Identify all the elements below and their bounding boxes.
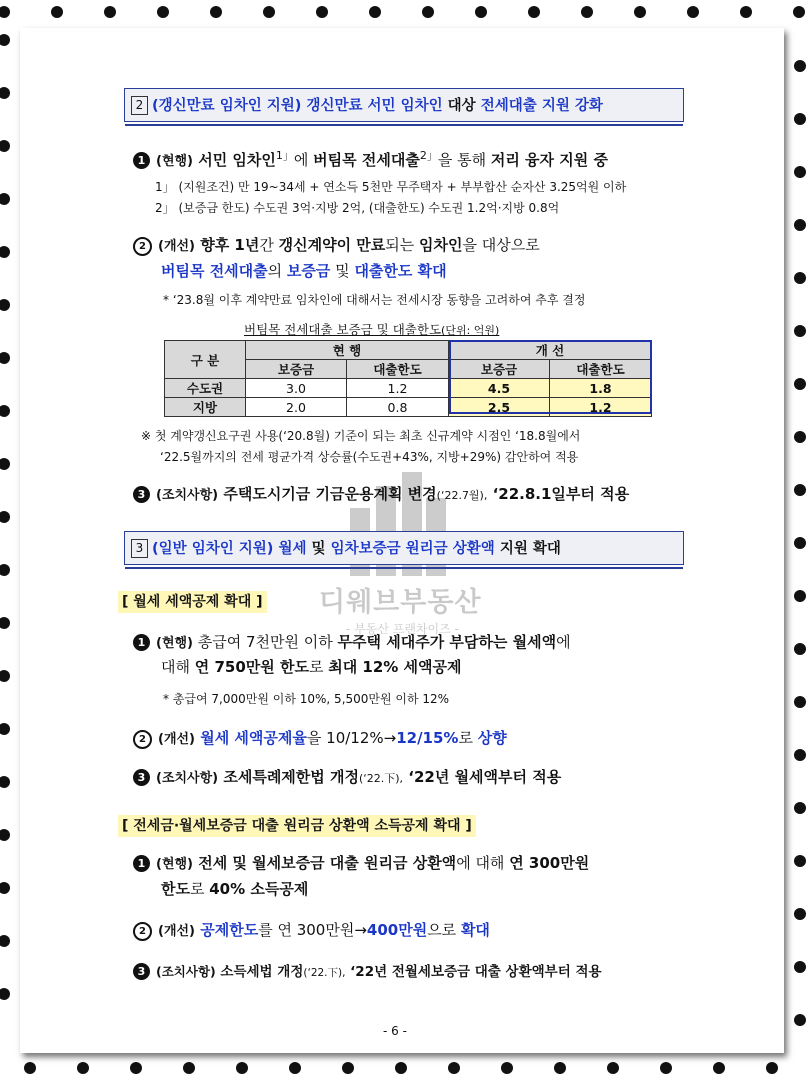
cell: 4.5 [449, 379, 550, 398]
text: 에 대해 [456, 854, 510, 872]
row-name: 지방 [165, 398, 246, 417]
section-2-title-a: (갱신만료 임차인 지원) 갱신만료 서민 임차인 [152, 98, 443, 114]
rent-current-line2 [161, 656, 462, 677]
border-dot [794, 378, 806, 390]
bullet-number: 2 [133, 237, 152, 256]
border-dot [263, 6, 275, 18]
text: 에 [556, 633, 571, 651]
text: 임차인 [419, 236, 463, 254]
text: 로 [458, 729, 478, 747]
border-dot [607, 1062, 619, 1074]
text: ‘22년 월세액부터 적용 [403, 768, 562, 786]
border-dot [289, 1062, 301, 1074]
border-dot [183, 1062, 195, 1074]
watermark-subtext: - 부동산 프랜차이즈 - [346, 622, 459, 636]
text: 무주택 세대주가 부담하는 월세액 [337, 633, 557, 651]
text: 의 [267, 262, 287, 280]
text: 로 [308, 658, 329, 676]
header-current: 현 행 [246, 341, 449, 360]
cell: 2.0 [246, 398, 347, 417]
border-dot [448, 1062, 460, 1074]
text: 로 [189, 880, 210, 898]
item-current-loan [133, 147, 608, 170]
header-improved: 개 선 [449, 341, 652, 360]
border-dot [794, 802, 806, 814]
text: 대해 [161, 658, 195, 676]
bullet-number: 1 [133, 152, 150, 169]
text: 월세 세액공제율 [195, 729, 307, 747]
border-dot [581, 6, 593, 18]
border-dot [794, 855, 806, 867]
border-dot [794, 219, 806, 231]
header-loan-limit: 대출한도 [347, 360, 449, 379]
text: 확대 [460, 921, 490, 939]
border-dot [660, 1062, 672, 1074]
label-improve: (개선) [158, 239, 195, 254]
border-dot [0, 193, 10, 205]
table-footnote-1: ※ 첫 계약갱신요구권 사용(‘20.8월) 기준이 되는 최초 신규계약 시점인 ‘18.8월에서 [141, 429, 581, 443]
border-dot [104, 6, 116, 18]
border-dot [51, 6, 63, 18]
text: 되는 [385, 236, 420, 254]
border-dot [157, 6, 169, 18]
border-dot [0, 87, 10, 99]
label-improve: (개선) [158, 924, 195, 939]
border-dot [0, 6, 10, 18]
table-caption [244, 320, 499, 338]
border-dot [794, 537, 806, 549]
rent-note: * 총급여 7,000만원 이하 10%, 5,500만원 이하 12% [163, 692, 450, 706]
text: 소득세법 개정 [215, 964, 304, 980]
border-dot [794, 696, 806, 708]
caption-text: 버팀목 전세대출 보증금 및 대출한도 [244, 322, 442, 337]
section-3-title-d: 지원 확대 [494, 541, 561, 557]
deposit-improvement [133, 919, 490, 941]
border-dot [0, 352, 10, 364]
border-dot [130, 1062, 142, 1074]
text: 갱신계약이 만료 [278, 236, 386, 254]
deposit-current-line1 [133, 852, 589, 873]
text: 전세 및 월세보증금 대출 원리금 상환액 [193, 854, 457, 872]
loan-limit-table [164, 340, 652, 417]
border-dot [794, 60, 806, 72]
border-dot [794, 590, 806, 602]
header-deposit: 보증금 [246, 360, 347, 379]
page-number: - 6 - [383, 1024, 407, 1038]
text: 공제한도 [195, 921, 259, 939]
border-dot [554, 1062, 566, 1074]
table-footnote-2: ‘22.5월까지의 전세 평균가격 상승률(수도권+43%, 지방+29%) 감안하여 적용 [160, 450, 579, 464]
border-dot [0, 829, 10, 841]
border-dot [687, 6, 699, 18]
cell: 1.2 [550, 398, 652, 417]
section-number-box: 3 [131, 539, 148, 558]
header-loan-limit: 대출한도 [550, 360, 652, 379]
border-dot [794, 908, 806, 920]
item-2-note: * ‘23.8월 이후 계약만료 임차인에 대해서는 전세시장 동향을 고려하여 추후 결정 [163, 293, 586, 307]
border-dot [77, 1062, 89, 1074]
label-current: (현행) [156, 636, 193, 651]
deposit-current-line2 [161, 878, 308, 899]
border-dot [794, 272, 806, 284]
border-dot [422, 6, 434, 18]
border-dot [713, 1062, 725, 1074]
text: 12/15% [396, 729, 459, 747]
section-2-title-c: 전세대출 지원 강화 [480, 98, 603, 114]
border-dot [0, 511, 10, 523]
border-dot [0, 723, 10, 735]
text: (‘22.7월), [436, 489, 488, 502]
border-dot [0, 988, 10, 1000]
rent-improvement [133, 727, 507, 749]
border-dot [793, 6, 805, 18]
text: 최대 12% 세액공제 [328, 658, 462, 676]
cell: 0.8 [347, 398, 449, 417]
text: 400만원 [366, 921, 428, 939]
border-dot [0, 882, 10, 894]
border-dot [794, 484, 806, 496]
bullet-number: 1 [133, 634, 150, 651]
border-dot [0, 776, 10, 788]
text: 연 750만원 한도 [194, 658, 309, 676]
text: 대출한도 확대 [354, 262, 447, 280]
border-dot [0, 246, 10, 258]
border-dot [0, 564, 10, 576]
label-improve: (개선) [158, 732, 195, 747]
text: 총급여 7천만원 이하 [193, 633, 338, 651]
text: 서민 임차인 [193, 151, 276, 169]
subheading-rent-credit: [ 월세 세액공제 확대 ] [118, 591, 267, 613]
text: 향후 1년 [195, 236, 260, 254]
section-3-header [124, 531, 684, 565]
header-category: 구 분 [165, 341, 246, 379]
text: 간 [259, 236, 279, 254]
border-dot [501, 1062, 513, 1074]
section-3-title-c: 임차보증금 원리금 상환액 [330, 541, 495, 557]
cell: 2.5 [449, 398, 550, 417]
text: 및 [330, 262, 355, 280]
border-dot [0, 299, 10, 311]
text: ‘22년 전월세보증금 대출 상환액부터 적용 [345, 964, 602, 980]
section-2-header [124, 88, 684, 122]
text: 상향 [477, 729, 507, 747]
text: 주택도시기금 기금운용계획 변경 [218, 485, 437, 503]
text: 버팀목 전세대출 [161, 262, 268, 280]
bullet-number: 2 [133, 730, 152, 749]
rent-action [133, 766, 561, 787]
border-dot [369, 6, 381, 18]
label-action: (조치사항) [156, 771, 219, 786]
caption-unit: (단위: 억원) [441, 324, 500, 337]
text: 에 [293, 151, 314, 169]
border-dot [0, 617, 10, 629]
header-underline [125, 124, 683, 126]
deposit-action [133, 960, 602, 980]
item-action [133, 483, 629, 504]
border-dot [0, 405, 10, 417]
border-dot [794, 431, 806, 443]
text: 를 연 300만원→ [258, 921, 367, 939]
border-dot [24, 1062, 36, 1074]
border-dot [794, 166, 806, 178]
section-number-box: 2 [131, 96, 148, 115]
cell: 3.0 [246, 379, 347, 398]
bullet-number: 1 [133, 855, 150, 872]
label-action: (조치사항) [156, 488, 219, 503]
text: 으로 [427, 921, 461, 939]
text: 연 300만원 [509, 854, 590, 872]
text: ‘22.8.1일부터 적용 [487, 485, 630, 503]
border-dot [395, 1062, 407, 1074]
row-name: 수도권 [165, 379, 246, 398]
text: (‘22.下), [303, 967, 346, 979]
border-dot [316, 6, 328, 18]
text: 한도 [161, 880, 190, 898]
footnote-ref: 1」 [275, 149, 294, 162]
text: 버팀목 전세대출 [313, 151, 420, 169]
bullet-number: 3 [133, 486, 150, 503]
watermark-text: 디웨브부동산 [319, 587, 482, 618]
border-dot [794, 1014, 806, 1026]
header-deposit: 보증금 [449, 360, 550, 379]
text: 보증금 [286, 262, 331, 280]
rent-current-line1 [133, 631, 571, 652]
bullet-number: 3 [133, 963, 150, 980]
border-dot [794, 961, 806, 973]
border-dot [766, 1062, 778, 1074]
text: 을 10/12%→ [306, 729, 397, 747]
border-dot [0, 140, 10, 152]
text: 저리 융자 지원 중 [490, 151, 608, 169]
text: (‘22.下), [358, 772, 404, 785]
border-dot [342, 1062, 354, 1074]
label-current: (현행) [156, 154, 193, 169]
border-dot [210, 6, 222, 18]
item-improvement-line1 [133, 234, 540, 256]
border-dot [0, 935, 10, 947]
text: 을 대상으로 [462, 236, 540, 254]
border-dot [794, 325, 806, 337]
section-3-title-a: (일반 임차인 지원) 월세 [152, 541, 307, 557]
cell: 1.8 [550, 379, 652, 398]
border-dot [0, 34, 10, 46]
border-dot [475, 6, 487, 18]
border-dot [0, 670, 10, 682]
text: 조세특례제한법 개정 [218, 768, 359, 786]
border-dot [528, 6, 540, 18]
text: 40% 소득공제 [209, 880, 309, 898]
table-row [165, 398, 652, 417]
footnote-2: 2」 (보증금 한도) 수도권 3억·지방 2억, (대출한도) 수도권 1.2억·지방 0.8억 [155, 201, 560, 215]
border-dot [794, 749, 806, 761]
bullet-number: 2 [133, 922, 152, 941]
border-dot [236, 1062, 248, 1074]
bullet-number: 3 [133, 769, 150, 786]
cell: 1.2 [347, 379, 449, 398]
border-dot [794, 113, 806, 125]
label-current: (현행) [156, 857, 193, 872]
border-dot [740, 6, 752, 18]
border-dot [794, 643, 806, 655]
footnote-ref: 2」 [419, 149, 438, 162]
border-dot [0, 458, 10, 470]
item-improvement-line2 [161, 260, 447, 281]
section-2-title-b: 대상 [442, 98, 481, 114]
text: 을 통해 [437, 151, 491, 169]
section-3-title-b: 및 [306, 541, 331, 557]
header-underline [125, 567, 683, 569]
table-row [165, 379, 652, 398]
border-dot [634, 6, 646, 18]
footnote-1: 1」 (지원조건) 만 19~34세 + 연소득 5천만 무주택자 + 부부합산 순자산 3.25억원 이하 [155, 180, 627, 194]
subheading-deposit-deduction: [ 전세금·월세보증금 대출 원리금 상환액 소득공제 확대 ] [118, 815, 476, 837]
label-action: (조치사항) [156, 964, 216, 979]
